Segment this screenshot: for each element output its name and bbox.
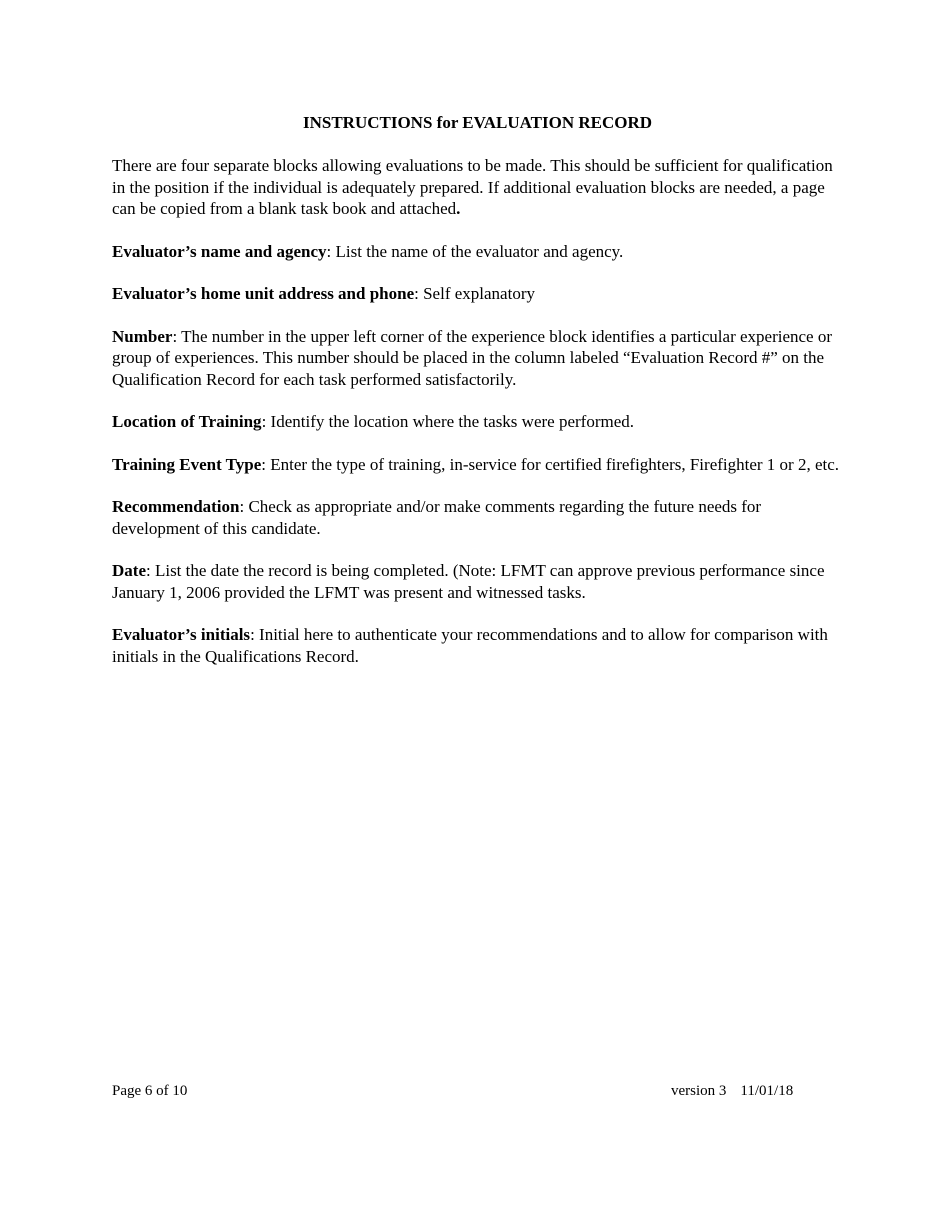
instruction-evaluator-name: [112, 241, 847, 263]
instruction-number: [112, 326, 847, 391]
instructions-body: [112, 155, 847, 688]
instruction-text: : Identify the location where the tasks were performed.: [261, 412, 635, 431]
intro-end: .: [456, 199, 461, 218]
instruction-home-unit: [112, 283, 847, 305]
instruction-text: : Self explanatory: [414, 284, 535, 303]
instruction-date: [112, 560, 847, 603]
page-number: Page 6 of 10: [112, 1083, 188, 1099]
instruction-term: Evaluator’s name and agency: [112, 241, 327, 261]
instruction-term: Evaluator’s home unit address and phone: [112, 284, 415, 303]
instruction-initials: [112, 624, 847, 667]
instruction-text: : Check as appropriate and/or make comments regarding the future needs for development of this candidate.: [112, 497, 762, 538]
instruction-event-type: [112, 454, 847, 476]
instruction-location: [112, 411, 847, 433]
page-title: INSTRUCTIONS for EVALUATION RECORD: [302, 113, 653, 132]
instruction-text: : The number in the upper left corner of the experience block identifies a particular experience or group of experiences. This number should be placed in the column labeled “Evaluation Record #” on the Qualification Record for each task performed satisfactorily.: [112, 326, 833, 389]
instruction-term: Number: [112, 326, 173, 346]
instruction-text: : Initial here to authenticate your recommendations and to allow for comparison with initials in the Qualifications Record.: [112, 625, 828, 666]
instruction-text: : List the name of the evaluator and agency.: [326, 241, 624, 261]
instruction-text: : Enter the type of training, in-service for certified firefighters, Firefighter 1 or 2, etc.: [261, 454, 840, 474]
instruction-text: : List the date the record is being completed. (Note: LFMT can approve previous performance since January 1, 2006 provided the LFMT was present and witnessed tasks.: [112, 561, 825, 602]
instruction-term: Date: [112, 561, 146, 580]
instruction-term: Evaluator’s initials: [112, 625, 251, 644]
version-date: 11/01/18: [740, 1083, 794, 1099]
version-label: version 3: [671, 1083, 727, 1099]
version-info: [671, 1082, 793, 1100]
instruction-term: Recommendation: [112, 497, 240, 516]
instruction-term: Location of Training: [112, 412, 262, 431]
intro-text: There are four separate blocks allowing evaluations to be made. This should be sufficient for qualification in the position if the individual is adequately prepared. If additional evaluation blocks are needed, a page can be copied from a blank task book and attached: [112, 156, 833, 218]
instruction-term: Training Event Type: [112, 454, 262, 474]
intro-paragraph: [112, 155, 847, 220]
instruction-recommendation: [112, 496, 847, 539]
